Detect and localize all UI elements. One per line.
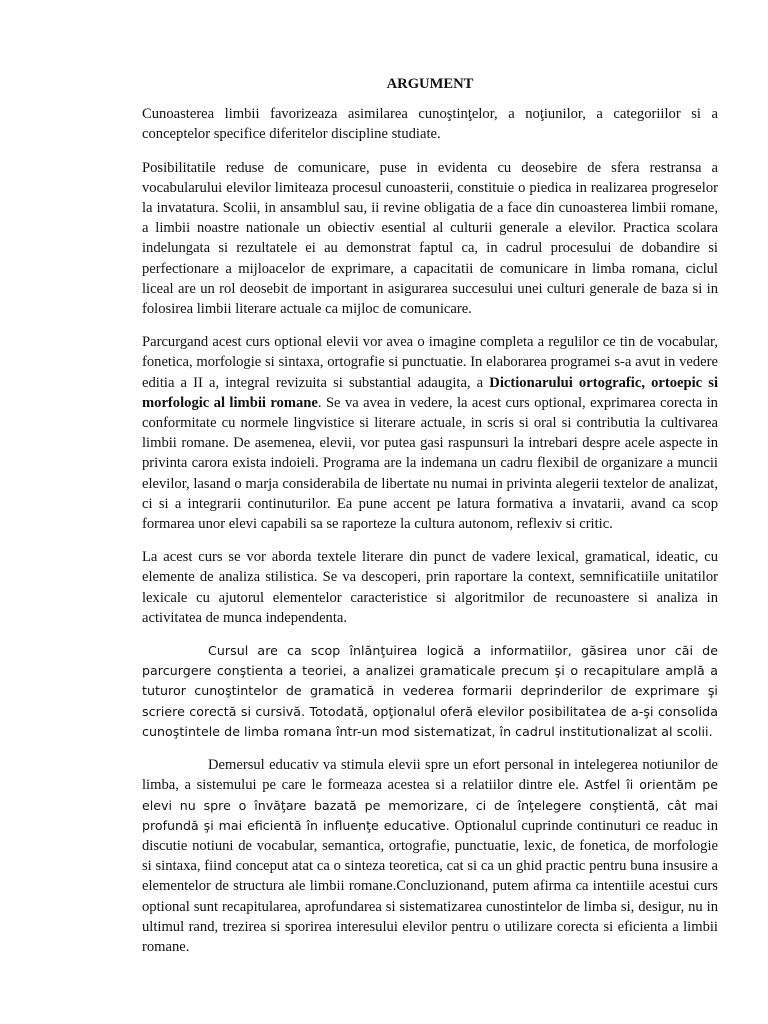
- paragraph-6-text-alt: Astfel îi orientăm pe elevi nu spre o învăţare bazată pe memorizare, ci de înţelegere conştientă, cât mai profundă şi mai eficientă în influenţe educative.: [142, 777, 718, 833]
- paragraph-6-text-a: Demersul educativ va stimula elevii spre un efort personal in intelegerea notiunilor de limba, a sistemului pe care le formeaza acestea si a relatiilor dintre ele.: [142, 757, 718, 794]
- page-title: ARGUMENT: [386, 76, 474, 92]
- paragraph-6-text-b: Optionalul cuprinde continuturi ce readuc in discutie notiuni de vocabular, semantica, ortografie, punctuatie, lexic, de fonetica, de morfologie si sintaxa, fiind conceput atat ca o sinteza teoretica, cat si ca un ghid practic pentru buna insusire a elementelor de structura ale limbii romane.Concluzionand, putem afirma ca intentiile acestui curs optional sunt recapitularea, aprofundarea si sistematizarea cunostintelor de limba si, desigur, nu in ultimul rand, trezirea si sporirea interesului elevilor pentru o utilizare corecta si eficienta a limbii romane.: [142, 817, 719, 955]
- paragraph-5: Cursul are ca scop înlănţuirea logică a informatiilor, găsirea unor căi de parcurgere conştienta a teoriei, a analizei gramaticale precum şi o recapitulare amplă a tuturor cunoştintelor de gramatică in vederea formarii deprinderilor de exprimare şi scriere corectă si cursivă. Totodată, opţionalul oferă elevilor posibilitatea de a-şi consolida cunoştintele de limba romana într-un mod sistematizat, în cadrul institutionalizat al scolii.: [142, 643, 718, 739]
- paragraph-6: [142, 755, 718, 957]
- dictionary-title: Dictionarului ortografic, ortoepic si morfologic al limbii romane: [142, 374, 719, 411]
- paragraph-3-text-b: . Se va avea in vedere, la acest curs optional, exprimarea corecta in conformitate cu normele lingvistice si literare actuale, in scris si oral si contributia la cultivarea limbii romane. De asemenea, elevii, vor putea gasi raspunsuri la intrebari despre acele aspecte in privinta carora exista indoieli. Programa are la indemana un cadru flexibil de organizare a muncii elevilor, lasand o marja considerabila de libertate nu numai in privinta alegerii textelor de analizat, ci si a integrarii continuturilor. Ea pune accent pe latura formativa a invatarii, avand ca scop formarea unor elevi capabili sa se raporteze la cultura autonom, reflexiv si critic.: [142, 394, 718, 533]
- paragraph-1: Cunoasterea limbii favorizeaza asimilarea cunoştinţelor, a noţiunilor, a categoriilor si a conceptelor specifice diferitelor discipline studiate.: [142, 106, 718, 143]
- paragraph-3: [142, 332, 718, 534]
- paragraph-3-text-a: Parcurgand acest curs optional elevii vor avea o imagine completa a regulilor ce tin de vocabular, fonetica, morfologie si sintaxa, ortografie si punctuatie. In elaborarea programei s-a avut in vedere editia a II a, integral revizuita si substantial adaugita, a: [142, 334, 718, 391]
- paragraph-2: Posibilitatile reduse de comunicare, puse in evidenta cu deosebire de sfera restransa a vocabularului elevilor limiteaza procesul cunoasterii, constituie o piedica in realizarea progreselor la invatatura. Scolii, in ansamblul sau, ii revine obligatia de a face din cunoasterea limbii romane, a limbii noastre nationale un obiectiv esential al culturii generale a elevilor. Practica scolara indelungata si rezultatele ei au demonstrat faptul ca, in cadrul procesului de dobandire si perfectionare a mijloacelor de exprimare, a capacitatii de comunicare in limba romana, ciclul liceal are un rol deosebit de important in asigurarea succesului unei culturi generale de baza si in folosirea limbii literare actuale ca mijloc de comunicare.: [142, 159, 718, 318]
- paragraph-4: La acest curs se vor aborda textele literare din punct de vadere lexical, gramatical, ideatic, cu elemente de analiza stilistica. Se va descoperi, prin raportare la context, semnificatiile unitatilor lexicale cu ajutorul elementelor caracteristice si algoritmilor de recunoastere si analiza in activitatea de munca independenta.: [142, 549, 718, 626]
